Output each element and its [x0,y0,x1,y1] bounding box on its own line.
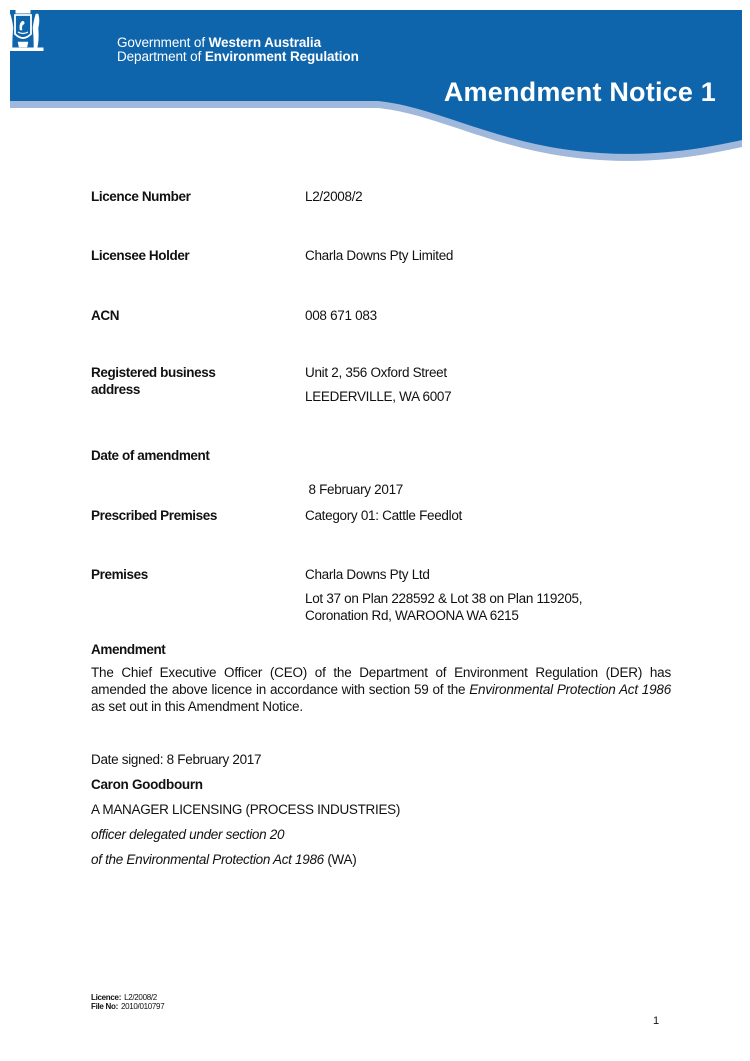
header-banner [0,0,750,170]
signatory-title: A MANAGER LICENSING (PROCESS INDUSTRIES) [91,802,401,817]
licence-number-label: Licence Number [91,189,191,204]
licence-number-value [305,188,362,212]
delegation-line-2: of the Environmental Protection Act 1986 (WA) [91,852,357,867]
prescribed-premises-label: Prescribed Premises [91,508,217,523]
prescribed-premises-text: Category 01: Cattle Feedlot [305,508,462,523]
amendment-paragraph: The Chief Executive Officer (CEO) of the Department of Environment Regulation (DER) has amended the above licence in accordance with section 59 of the Environmental Protection Act 1986 as set out in this Amendment Notice. [91,665,671,714]
premises-label: Premises [91,567,148,582]
premises-name: Charla Downs Pty Ltd [305,567,430,582]
document-title: Amendment Notice 1 [443,77,716,107]
org-line-2: Department of Environment Regulation [117,49,359,64]
acn-label: ACN [91,308,120,323]
delegation-line-1: officer delegated under section 20 [91,827,285,842]
licence-number-text: L2/2008/2 [305,189,363,204]
date-signed: Date signed: 8 February 2017 [91,752,262,767]
premises-address: Lot 37 on Plan 228592 & Lot 38 on Plan 119205, Coronation Rd, WAROONA WA 6215 [305,591,583,623]
registered-address-label: Registered business address [91,365,216,397]
signatory-name: Caron Goodbourn [91,777,203,792]
date-of-amendment-label: Date of amendment [91,448,210,463]
premises-value [305,566,645,631]
licensee-holder-label: Licensee Holder [91,248,190,263]
page-footer [91,993,164,1011]
address-line-1: Unit 2, 356 Oxford Street [305,365,447,380]
prescribed-premises-value [305,507,462,531]
licensee-holder-text: Charla Downs Pty Limited [305,248,454,263]
registered-address-value [305,364,451,412]
org-line-1: Government of Western Australia [117,35,321,50]
organisation-name [117,36,359,64]
date-of-amendment-text: 8 February 2017 [305,482,404,497]
licensee-holder-value [305,247,453,271]
acn-text: 008 671 083 [305,308,377,323]
footer-licence: Licence: L2/2008/2 [91,993,157,1002]
acn-value [305,307,377,331]
amendment-heading: Amendment [91,642,166,657]
wa-coat-of-arms-icon [0,0,46,54]
page-number: 1 [653,1015,660,1027]
footer-file-number: File No: 2010/010797 [91,1002,165,1011]
address-line-2: LEEDERVILLE, WA 6007 [305,389,452,404]
